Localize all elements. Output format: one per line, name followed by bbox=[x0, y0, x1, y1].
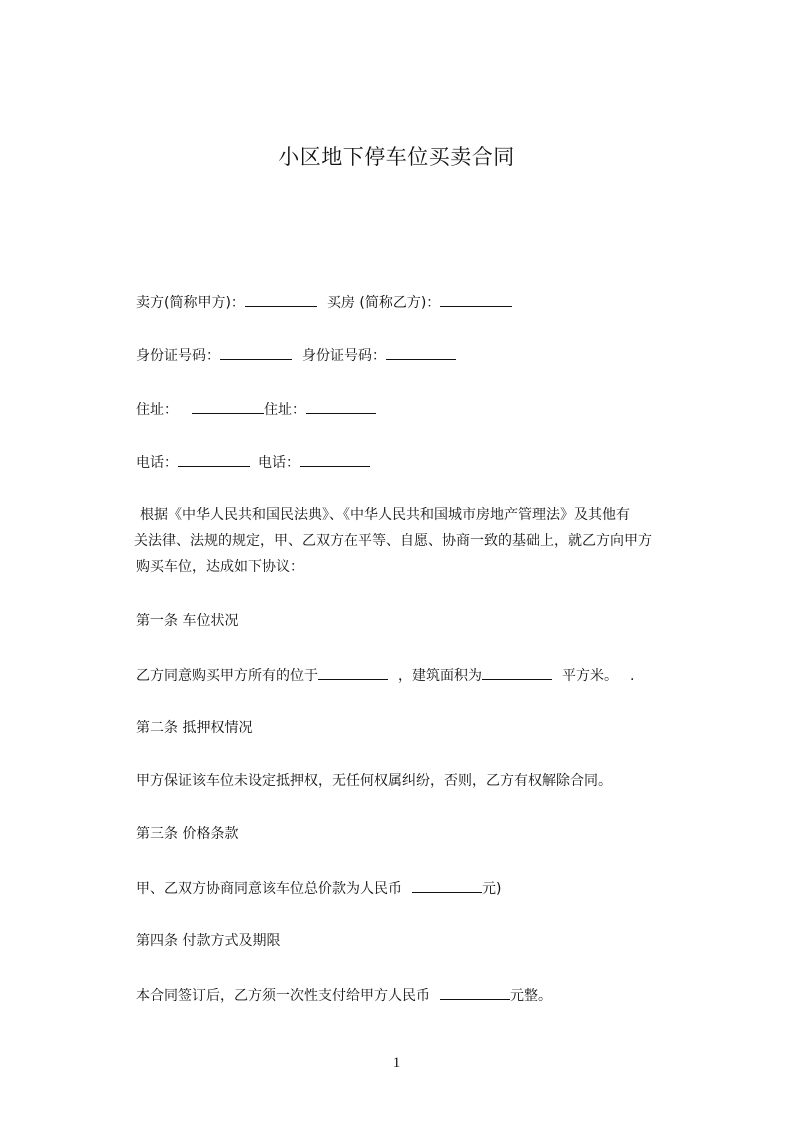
article-2-text: 甲方保证该车位未设定抵押权，无任何权属纠纷，否则，乙方有权解除合同。 bbox=[136, 773, 612, 789]
seller-address-label: 住址： bbox=[136, 402, 178, 418]
preamble-line-3: 购买车位，达成如下协议： bbox=[136, 559, 304, 575]
article-1-trailing-mark: . bbox=[630, 668, 635, 684]
buyer-phone-label: 电话： bbox=[258, 455, 300, 471]
seller-phone-blank bbox=[178, 452, 250, 467]
article-4-text bbox=[136, 985, 552, 1006]
article-4-amount-blank bbox=[440, 985, 510, 1000]
article-4-heading: 第四条 付款方式及期限 bbox=[136, 933, 281, 949]
article-4-text-before: 本合同签订后，乙方须一次性支付给甲方人民币 bbox=[136, 988, 430, 1004]
preamble-line-2: 关法律、法规的规定，甲、乙双方在平等、自愿、协商一致的基础上，就乙方向甲方 bbox=[134, 533, 652, 549]
article-1-area-blank bbox=[482, 665, 552, 680]
article-1-text-after: 平方米。 bbox=[562, 668, 618, 684]
buyer-id-label: 身份证号码： bbox=[302, 348, 386, 364]
buyer-id-blank bbox=[386, 345, 456, 360]
buyer-name-blank bbox=[440, 292, 512, 307]
buyer-phone-blank bbox=[300, 452, 370, 467]
article-3-text bbox=[136, 878, 501, 899]
buyer-address-label: 住址： bbox=[264, 402, 306, 418]
party-seller-row bbox=[136, 292, 512, 313]
document-title: 小区地下停车位买卖合同 bbox=[278, 145, 515, 169]
article-4-text-after: 元整。 bbox=[510, 988, 552, 1004]
buyer-label: 买房 (简称乙方)： bbox=[326, 295, 441, 311]
seller-address-blank bbox=[192, 399, 264, 414]
article-3-price-blank bbox=[412, 878, 482, 893]
seller-id-label: 身份证号码： bbox=[136, 348, 220, 364]
buyer-address-blank bbox=[306, 399, 376, 414]
article-2-heading: 第二条 抵押权情况 bbox=[136, 720, 253, 736]
party-address-row bbox=[136, 399, 376, 420]
article-3-text-before: 甲、乙双方协商同意该车位总价款为人民币 bbox=[136, 881, 402, 897]
article-1-text bbox=[136, 665, 634, 686]
article-3-heading: 第三条 价格条款 bbox=[136, 826, 239, 842]
party-phone-row bbox=[136, 452, 370, 473]
seller-label: 卖方(简称甲方)： bbox=[136, 295, 245, 311]
article-3-text-after: 元) bbox=[482, 881, 502, 897]
article-1-text-middle: ，建筑面积为 bbox=[398, 668, 482, 684]
page-number: 1 bbox=[392, 1055, 401, 1071]
article-1-text-before: 乙方同意购买甲方所有的位于 bbox=[136, 668, 318, 684]
seller-id-blank bbox=[220, 345, 292, 360]
party-id-row bbox=[136, 345, 456, 366]
article-1-heading: 第一条 车位状况 bbox=[136, 613, 239, 629]
seller-phone-label: 电话： bbox=[136, 455, 178, 471]
preamble-line-1: 根据《中华人民共和国民法典》、《中华人民共和国城市房地产管理法》及其他有 bbox=[140, 507, 630, 523]
preamble-paragraph bbox=[136, 502, 706, 580]
seller-name-blank bbox=[245, 292, 317, 307]
article-1-location-blank bbox=[318, 665, 388, 680]
